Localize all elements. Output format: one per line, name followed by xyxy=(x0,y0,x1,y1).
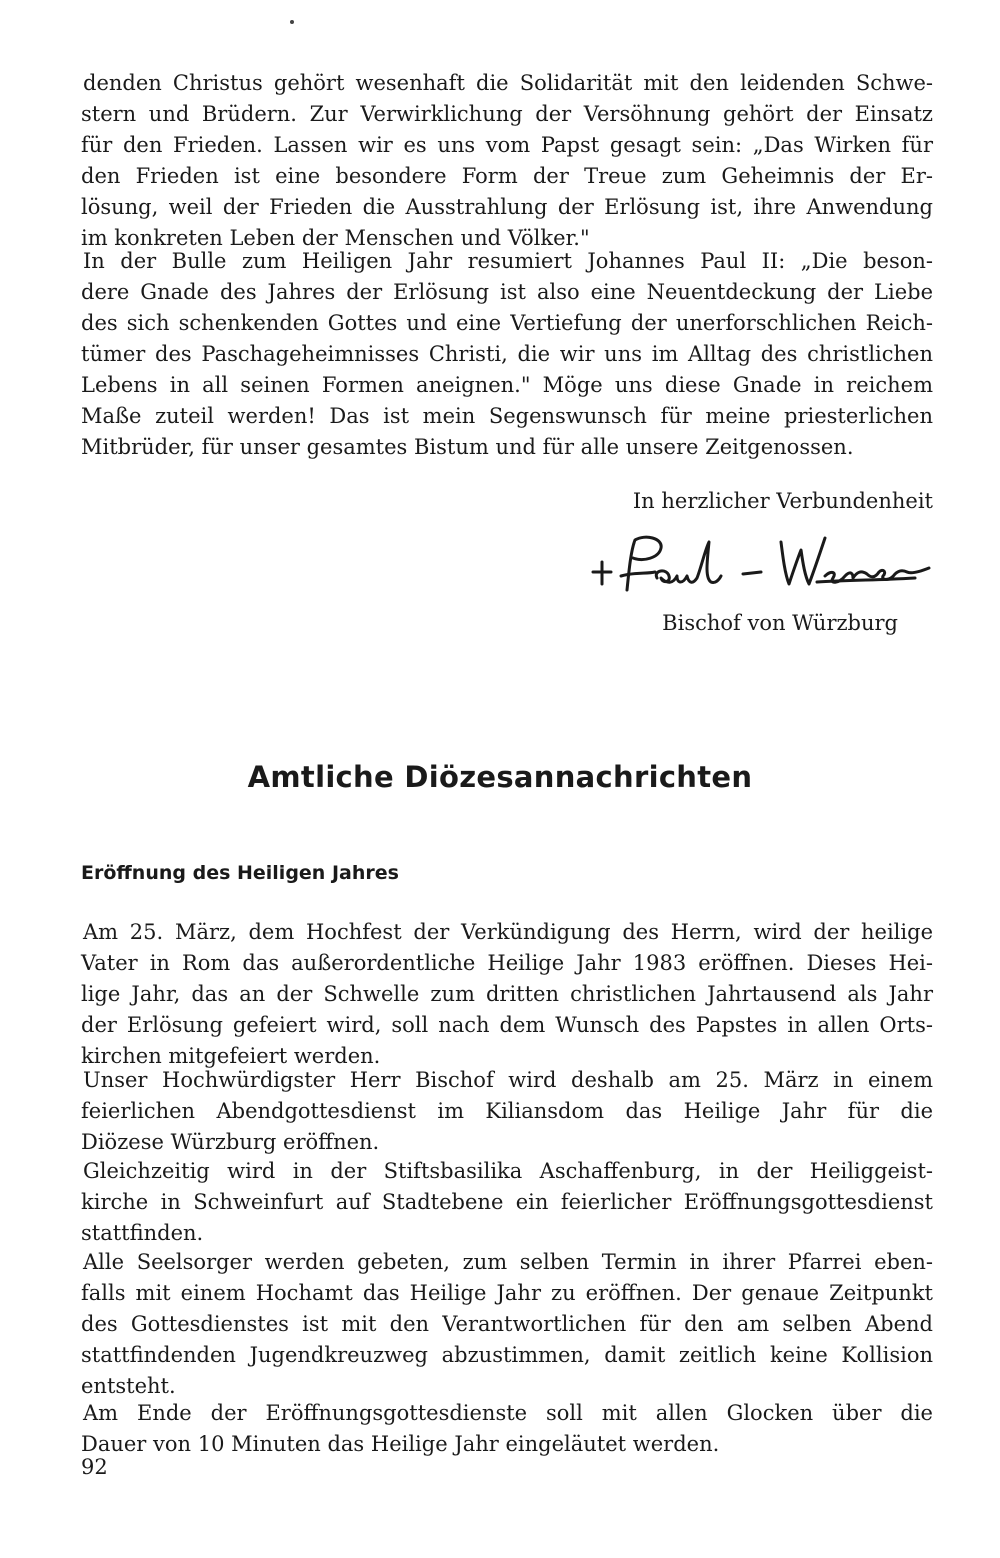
text-line: den Frieden ist eine besondere Form der Treue zum Geheimnis der Er- xyxy=(81,164,933,188)
text-line: Am Ende der Eröffnungsgottesdienste soll mit allen Glocken über die xyxy=(83,1401,933,1425)
text-line: Diözese Würzburg eröffnen. xyxy=(81,1130,380,1154)
subsection-heading: Eröffnung des Heiligen Jahres xyxy=(81,862,399,884)
paragraph-announcement-3 xyxy=(81,1156,933,1249)
text-line: für den Frieden. Lassen wir es uns vom Papst gesagt sein: „Das Wirken für xyxy=(81,133,933,157)
text-line: Vater in Rom das außerordentliche Heilige Jahr 1983 eröffnen. Dieses Hei- xyxy=(81,951,933,975)
paragraph-letter-2 xyxy=(81,246,933,463)
text-line: kirchen mitgefeiert werden. xyxy=(81,1044,381,1068)
text-line: In der Bulle zum Heiligen Jahr resumiert Johannes Paul II: „Die beson- xyxy=(83,249,933,273)
text-line: Am 25. März, dem Hochfest der Verkündigung des Herrn, wird der heilige xyxy=(83,920,933,944)
text-line: dere Gnade des Jahres der Erlösung ist also eine Neuentdeckung der Liebe xyxy=(81,280,933,304)
paragraph-letter-1 xyxy=(81,68,933,254)
paragraph-announcement-1 xyxy=(81,917,933,1072)
paragraph-announcement-4 xyxy=(81,1247,933,1402)
text-line: Maße zuteil werden! Das ist mein Segenswunsch für meine priesterlichen xyxy=(81,404,933,428)
text-line: der Erlösung gefeiert wird, soll nach dem Wunsch des Papstes in allen Orts- xyxy=(81,1013,933,1037)
text-line: des sich schenkenden Gottes und eine Vertiefung der unerforschlichen Reich- xyxy=(81,311,933,335)
paragraph-announcement-2 xyxy=(81,1065,933,1158)
page-number: 92 xyxy=(81,1455,108,1479)
text-line: kirche in Schweinfurt auf Stadtebene ein feierlicher Eröffnungsgottesdienst xyxy=(81,1190,933,1214)
text-line: lösung, weil der Frieden die Ausstrahlung der Erlösung ist, ihre Anwendung xyxy=(81,195,933,219)
text-line: stern und Brüdern. Zur Verwirklichung der Versöhnung gehört der Einsatz xyxy=(81,102,933,126)
text-line: Unser Hochwürdigster Herr Bischof wird deshalb am 25. März in einem xyxy=(83,1068,933,1092)
text-line: entsteht. xyxy=(81,1374,176,1398)
text-line: feierlichen Abendgottesdienst im Kiliansdom das Heilige Jahr für die xyxy=(81,1099,933,1123)
text-line: Alle Seelsorger werden gebeten, zum selben Termin in ihrer Pfarrei eben- xyxy=(83,1250,933,1274)
text-line: Dauer von 10 Minuten das Heilige Jahr eingeläutet werden. xyxy=(81,1432,720,1456)
closing-salutation: In herzlicher Verbundenheit xyxy=(632,489,933,513)
text-line: Mitbrüder, für unser gesamtes Bistum und für alle unsere Zeitgenossen. xyxy=(81,435,854,459)
text-line: lige Jahr, das an der Schwelle zum dritten christlichen Jahrtausend als Jahr xyxy=(81,982,933,1006)
signatory-title: Bischof von Würzburg xyxy=(662,611,898,635)
text-line: im konkreten Leben der Menschen und Völker." xyxy=(81,226,590,250)
text-line: stattfinden. xyxy=(81,1221,204,1245)
text-line: denden Christus gehört wesenhaft die Solidarität mit den leidenden Schwe- xyxy=(83,71,933,95)
paragraph-announcement-5 xyxy=(81,1398,933,1460)
text-line: des Gottesdienstes ist mit den Verantwortlichen für den am selben Abend xyxy=(81,1312,933,1336)
text-line: Lebens in all seinen Formen aneignen." Möge uns diese Gnade in reichem xyxy=(81,373,933,397)
section-heading: Amtliche Diözesannachrichten xyxy=(247,760,753,794)
text-line: stattfindenden Jugendkreuzweg abzustimmen, damit zeitlich keine Kollision xyxy=(81,1343,933,1367)
text-line: Gleichzeitig wird in der Stiftsbasilika Aschaffenburg, in der Heiliggeist- xyxy=(83,1159,933,1183)
text-line: tümer des Paschageheimnisses Christi, die wir uns im Alltag des christlichen xyxy=(81,342,933,366)
scan-speck xyxy=(290,20,294,24)
text-line: falls mit einem Hochamt das Heilige Jahr zu eröffnen. Der genaue Zeitpunkt xyxy=(81,1281,933,1305)
handwritten-signature xyxy=(585,528,935,603)
